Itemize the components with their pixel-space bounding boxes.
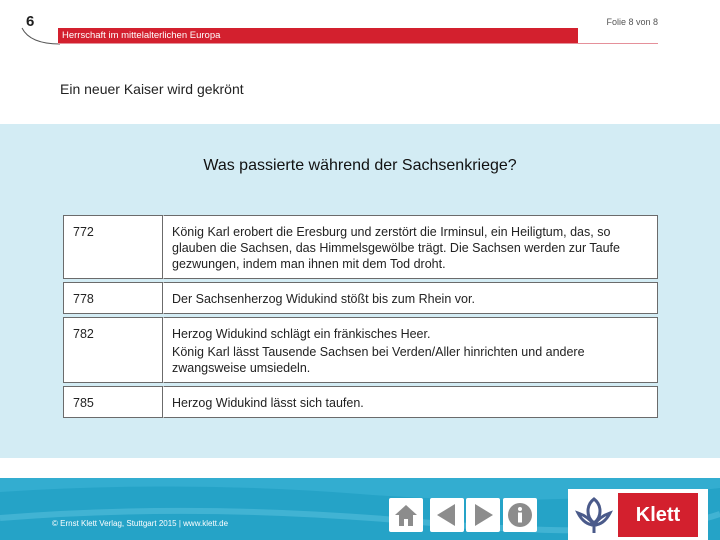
event-cell xyxy=(163,317,658,383)
back-arrow-icon xyxy=(433,501,461,529)
event-text: Der Sachsenherzog Widukind stößt bis zum Rhein vor. xyxy=(172,292,475,306)
copyright-text: © Ernst Klett Verlag, Stuttgart 2015 | www.klett.de xyxy=(52,519,229,528)
timeline-table xyxy=(63,212,658,421)
question-heading: Was passierte während der Sachsenkriege? xyxy=(203,157,517,174)
slide-number: 6 xyxy=(26,13,35,30)
year-cell: 785 xyxy=(63,386,163,418)
table-row xyxy=(63,317,658,383)
table-row xyxy=(63,282,658,314)
event-cell xyxy=(163,386,658,418)
klett-flower-icon xyxy=(574,495,614,535)
forward-arrow-icon xyxy=(469,501,497,529)
year-cell: 778 xyxy=(63,282,163,314)
folie-counter: Folie 8 von 8 xyxy=(606,17,658,27)
table-row xyxy=(63,386,658,418)
chapter-divider xyxy=(58,43,658,44)
back-button[interactable] xyxy=(430,498,464,532)
klett-logo xyxy=(568,489,708,540)
event-cell xyxy=(163,215,658,279)
table-row xyxy=(63,215,658,279)
event-text: Herzog Widukind schlägt ein fränkisches Heer. xyxy=(172,327,431,341)
year-cell: 782 xyxy=(63,317,163,383)
event-cell xyxy=(163,282,658,314)
klett-logo-text: Klett xyxy=(618,493,698,537)
event-text: König Karl erobert die Eresburg und zerstört die Irminsul, ein Heiligtum, das, so glauben die Sachsen, das Himmelsgewölbe trägt. Die Sachsen werden zur Taufe gezwungen, indem man ihnen mit dem Tod droht. xyxy=(172,225,620,271)
info-button[interactable] xyxy=(503,498,537,532)
forward-button[interactable] xyxy=(466,498,500,532)
event-text: Herzog Widukind lässt sich taufen. xyxy=(172,396,364,410)
home-button[interactable] xyxy=(389,498,423,532)
lesson-title: Ein neuer Kaiser wird gekrönt xyxy=(60,81,244,97)
year-cell: 772 xyxy=(63,215,163,279)
event-text: König Karl lässt Tausende Sachsen bei Verden/Aller hinrichten und andere zwangsweise umsiedeln. xyxy=(172,345,585,375)
chapter-title-bar: Herrschaft im mittelalterlichen Europa xyxy=(58,28,578,44)
info-icon xyxy=(506,501,534,529)
home-icon xyxy=(392,501,420,529)
